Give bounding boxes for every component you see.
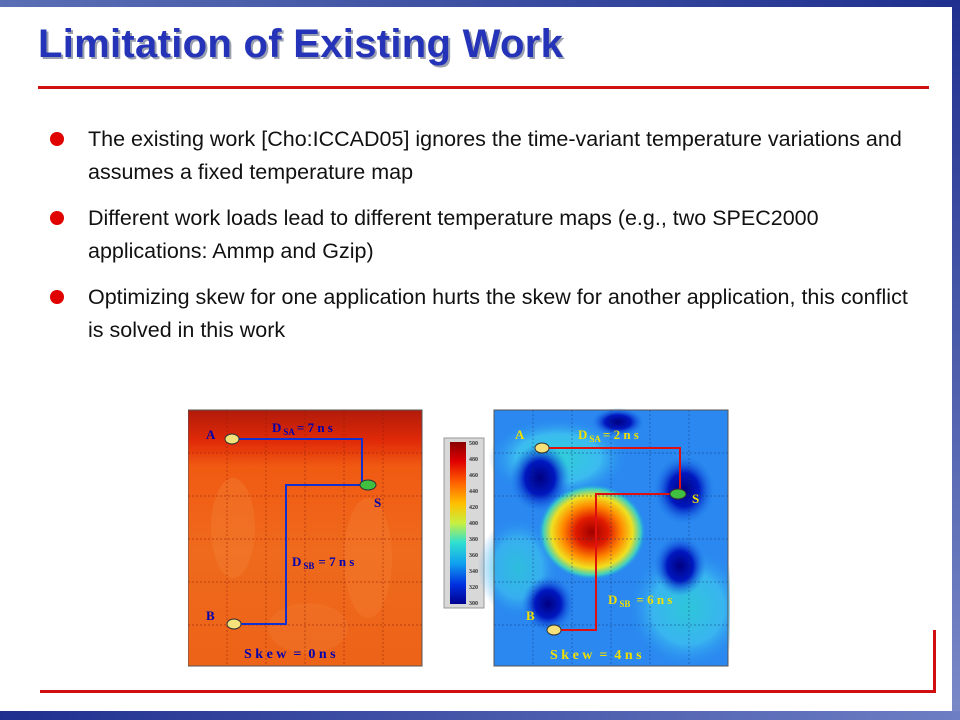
top-frame-bar	[0, 0, 960, 7]
left-node-b	[227, 619, 241, 629]
colorbar-tick: 380	[469, 537, 478, 543]
right-map-hotspot	[538, 484, 646, 580]
bullet-dot-icon	[50, 132, 64, 146]
left-skew-label: S k e w = 0 n s	[244, 647, 336, 662]
bullet-item	[50, 123, 910, 189]
left-node-s	[360, 480, 376, 490]
right-label-b: B	[526, 608, 535, 623]
bottom-divider	[40, 690, 936, 693]
temperature-colorbar	[444, 438, 484, 608]
bullet-dot-icon	[50, 290, 64, 304]
colorbar-tick: 460	[469, 473, 478, 479]
corner-divider	[933, 630, 936, 693]
slide-title: Limitation of Existing Work	[38, 22, 564, 66]
right-dsa-label: D $_{SA}$ = 2 n s	[578, 427, 639, 444]
title-divider	[38, 86, 929, 89]
bottom-frame-bar	[0, 711, 960, 720]
right-node-b	[547, 625, 561, 635]
right-skew-label: S k e w = 4 n s	[550, 648, 642, 663]
colorbar-tick: 360	[469, 553, 478, 559]
left-label-s: S	[374, 495, 382, 510]
colorbar-tick: 420	[469, 505, 478, 511]
left-dsb-label: D $_{SB}$ = 7 n s	[292, 554, 355, 571]
left-node-a	[225, 434, 239, 444]
bullet-text: The existing work [Cho:ICCAD05] ignores the time-variant temperature variations and assumes a fixed temperature map	[88, 127, 902, 184]
colorbar-gradient	[450, 442, 466, 604]
left-label-a: A	[206, 427, 216, 442]
colorbar-tick: 440	[469, 489, 478, 495]
temperature-map-figure	[188, 408, 730, 668]
left-dsa-label: D $_{SA}$ = 7 n s	[272, 420, 333, 437]
colorbar-tick: 300	[469, 601, 478, 607]
bullet-dot-icon	[50, 211, 64, 225]
right-label-s: S	[692, 491, 700, 506]
left-temperature-map	[188, 410, 422, 666]
colorbar-tick: 500	[469, 441, 478, 447]
bullet-item	[50, 281, 910, 347]
left-label-b: B	[206, 608, 215, 623]
right-temperature-map	[478, 408, 730, 668]
bullet-list	[50, 123, 910, 360]
right-frame-bar	[952, 0, 960, 720]
colorbar-tick: 320	[469, 585, 478, 591]
colorbar-tick: 480	[469, 457, 478, 463]
colorbar-tick: 340	[469, 569, 478, 575]
bullet-text: Optimizing skew for one application hurts the skew for another application, this conflict is solved in this work	[88, 285, 908, 342]
bullet-item	[50, 202, 910, 268]
right-node-s	[670, 489, 686, 499]
right-label-a: A	[515, 427, 525, 442]
colorbar-tick: 400	[469, 521, 478, 527]
right-node-a	[535, 443, 549, 453]
bullet-text: Different work loads lead to different temperature maps (e.g., two SPEC2000 applications: Ammp and Gzip)	[88, 206, 819, 263]
right-dsb-label: D $_{SB}$ = 6 n s	[608, 592, 673, 609]
